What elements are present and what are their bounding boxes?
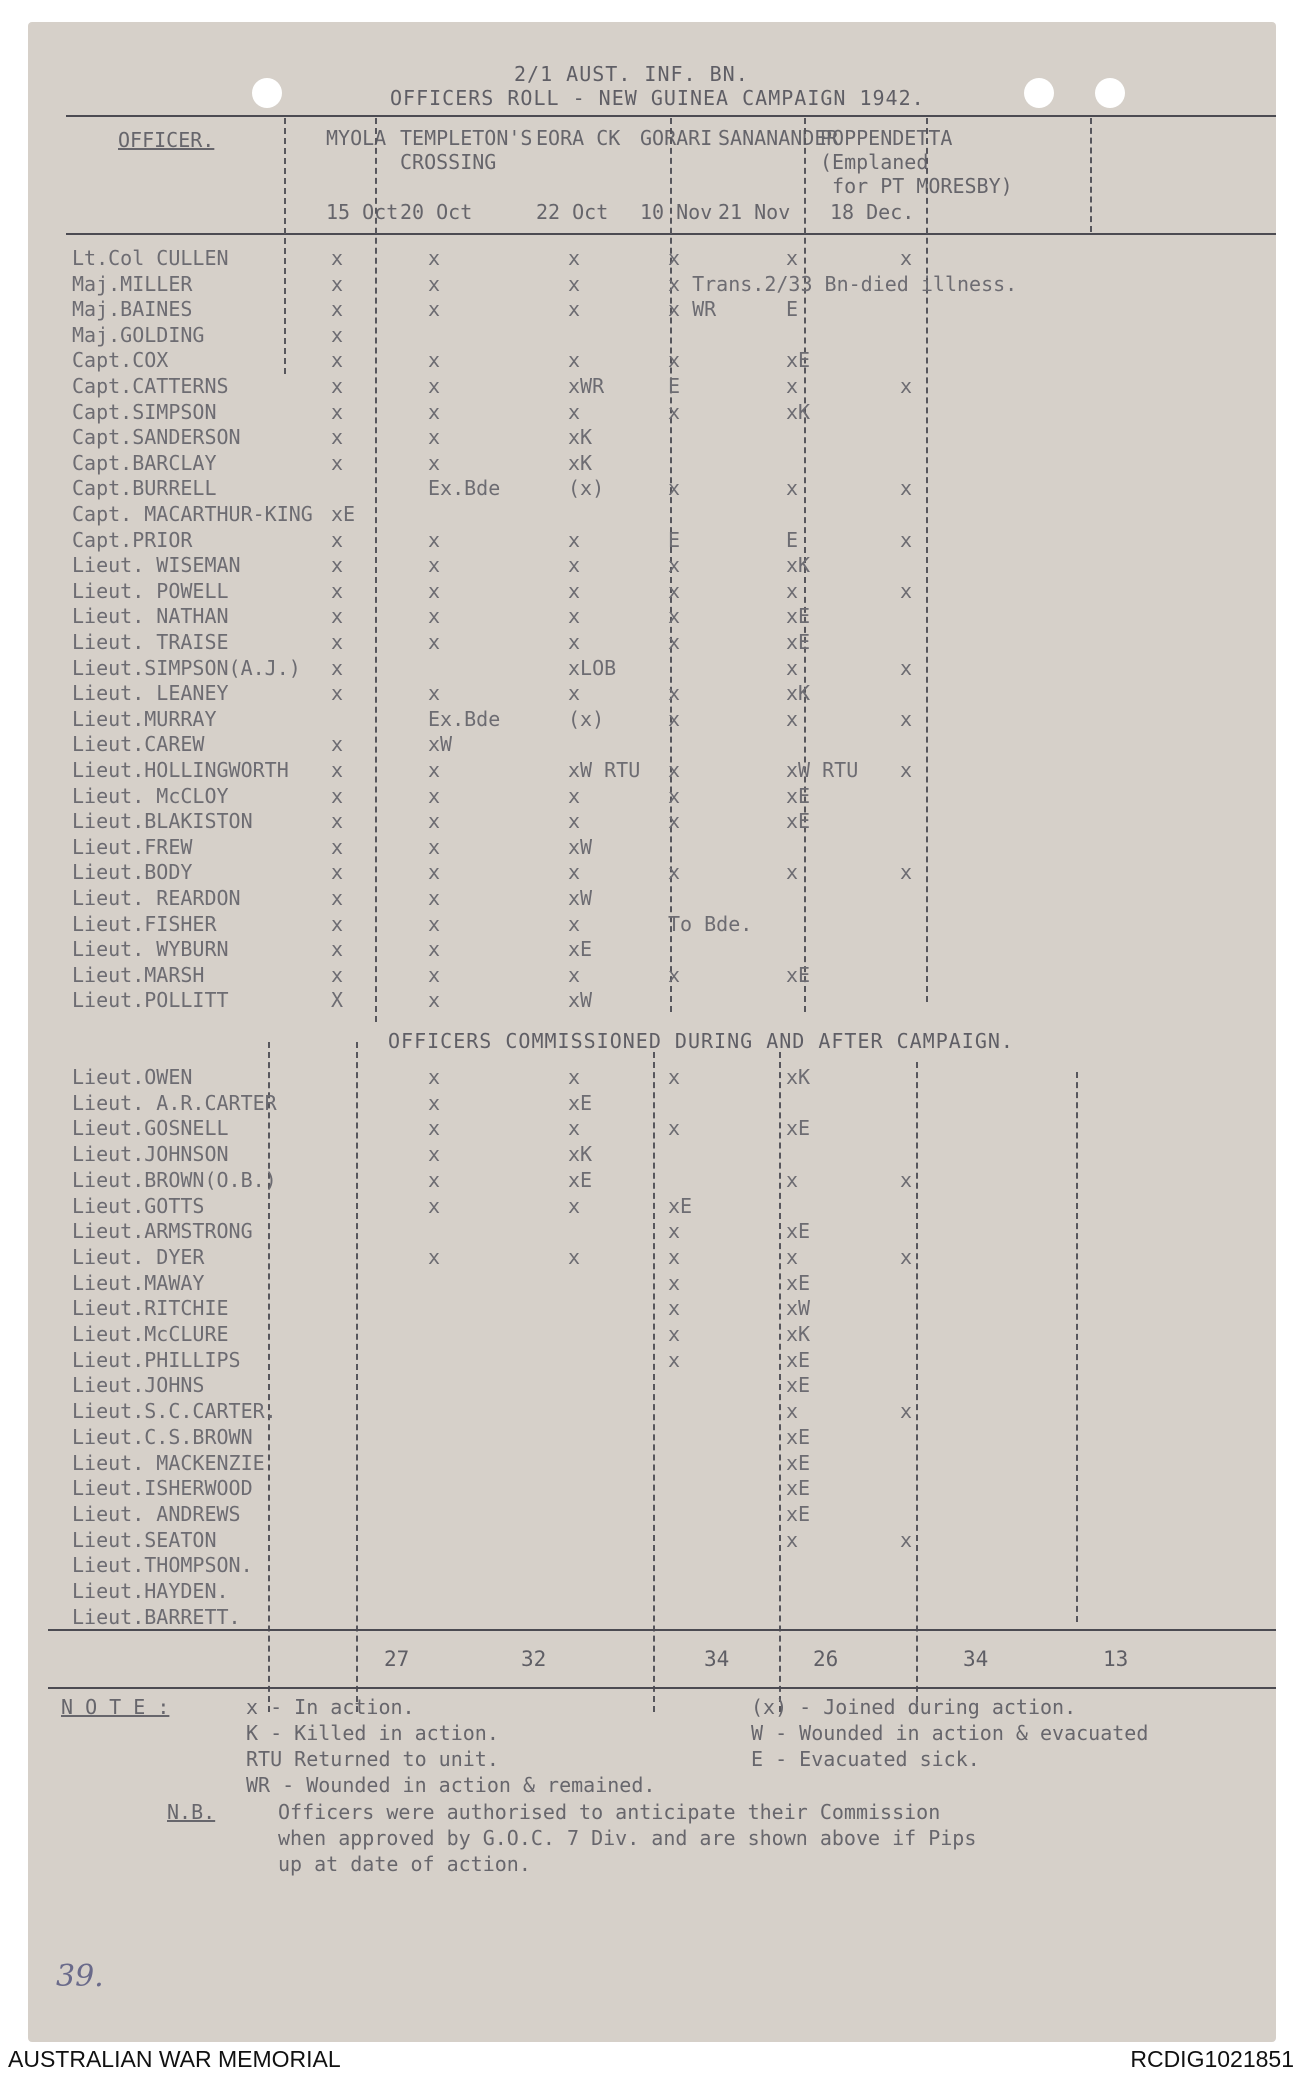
officer-name: Capt.PRIOR xyxy=(72,527,193,552)
status-cell: x xyxy=(428,860,441,885)
status-cell: To Bde. xyxy=(668,911,753,936)
officer-name: Lieut.CAREW xyxy=(72,732,205,757)
status-cell: xE xyxy=(568,1167,593,1192)
status-cell: x xyxy=(786,1527,799,1552)
status-cell: x xyxy=(568,348,581,373)
status-cell: x xyxy=(668,783,681,808)
status-cell: x xyxy=(428,937,441,962)
status-cell: x xyxy=(331,809,344,834)
officer-name: Lieut.MAWAY xyxy=(72,1270,205,1295)
status-cell: x xyxy=(568,962,581,987)
status-cell: x xyxy=(786,246,799,270)
page-number: 39. xyxy=(56,1959,104,1994)
status-cell: xW RTU xyxy=(786,758,859,782)
column-divider xyxy=(375,118,377,1022)
status-cell: x xyxy=(900,374,913,398)
status-cell: x xyxy=(786,1167,799,1192)
status-cell: xK xyxy=(568,425,593,450)
status-cell: x xyxy=(428,297,441,322)
status-cell: x xyxy=(428,1116,441,1141)
officer-name: Lieut.MURRAY xyxy=(72,706,217,731)
status-cell: x xyxy=(428,553,441,578)
status-cell: x xyxy=(900,1399,913,1424)
status-cell: x xyxy=(331,732,344,757)
officer-name: Lieut.FREW xyxy=(72,834,193,859)
column-divider xyxy=(1076,1072,1078,1622)
status-cell: x xyxy=(428,962,441,987)
status-cell: x xyxy=(668,860,681,885)
status-cell: x WR xyxy=(668,297,717,322)
status-cell: xK xyxy=(568,450,593,475)
document-page xyxy=(28,22,1276,2042)
status-cell: xW xyxy=(568,988,593,1013)
officer-name: Lieut. WYBURN xyxy=(72,937,229,962)
column-divider xyxy=(284,118,286,374)
status-cell: xE xyxy=(786,809,811,834)
legend-item: W - Wounded in action & evacuated xyxy=(751,1721,1149,1745)
column-header-label: EORA CK xyxy=(536,126,621,150)
status-cell: x xyxy=(900,1244,913,1269)
status-cell: xLOB xyxy=(568,655,617,680)
officer-name: Capt.BURRELL xyxy=(72,476,217,501)
status-cell: x xyxy=(900,476,913,501)
status-cell: x xyxy=(568,1193,581,1218)
status-cell: x xyxy=(428,809,441,834)
officer-name: Lieut.THOMPSON. xyxy=(72,1553,253,1578)
column-header-label: POPPENDETTA (Emplaned for PT MORESBY) xyxy=(820,126,1013,198)
status-cell: x xyxy=(428,425,441,450)
column-header-label: TEMPLETON'S CROSSING xyxy=(400,126,533,174)
officer-name: Lieut. TRAISE xyxy=(72,630,229,654)
status-cell: x xyxy=(900,655,913,680)
status-cell: xE xyxy=(786,630,811,654)
legend-item: RTU Returned to unit. xyxy=(246,1747,499,1771)
status-cell: x xyxy=(668,1219,681,1244)
status-cell: x xyxy=(428,399,441,424)
officer-name: Lieut.BARRETT. xyxy=(72,1604,241,1629)
column-divider xyxy=(916,1062,918,1712)
status-cell: x xyxy=(331,937,344,962)
status-cell: x xyxy=(668,1244,681,1269)
status-cell: x xyxy=(331,911,344,936)
status-cell: x xyxy=(900,246,913,270)
punch-hole xyxy=(1095,78,1125,108)
status-cell: x Trans.2/33 Bn-died illness. xyxy=(668,271,1018,296)
status-cell: xK xyxy=(786,1065,811,1089)
status-cell: x xyxy=(331,604,344,629)
status-cell: x xyxy=(428,450,441,475)
status-cell: x xyxy=(568,271,581,296)
status-cell: x xyxy=(668,809,681,834)
officer-name: Lieut. WISEMAN xyxy=(72,553,241,578)
officer-name: Lieut. LEANEY xyxy=(72,681,229,706)
status-cell: x xyxy=(568,809,581,834)
status-cell: x xyxy=(568,630,581,654)
status-cell: x xyxy=(428,911,441,936)
column-header-date: 22 Oct xyxy=(536,200,609,224)
status-cell: xE xyxy=(331,502,356,526)
punch-hole xyxy=(252,78,282,108)
header-top-rule xyxy=(66,115,1276,117)
nb-label: N.B. xyxy=(167,1800,216,1824)
officer-name: Lieut.GOSNELL xyxy=(72,1116,229,1141)
status-cell: E xyxy=(668,527,681,552)
status-cell: x xyxy=(428,758,441,782)
officer-name: Lieut.RITCHIE xyxy=(72,1296,229,1321)
status-cell: x xyxy=(568,399,581,424)
officer-name: Maj.BAINES xyxy=(72,297,193,322)
totals-top-rule xyxy=(48,1629,1276,1631)
status-cell: x xyxy=(786,578,799,603)
status-cell: x xyxy=(331,450,344,475)
status-cell: x xyxy=(900,860,913,885)
column-header-label: GORARI xyxy=(640,126,713,150)
document-title-line1: 2/1 AUST. INF. BN. xyxy=(514,62,749,86)
officer-name: Capt.SIMPSON xyxy=(72,399,217,424)
status-cell: xW xyxy=(428,732,453,757)
status-cell: x xyxy=(331,399,344,424)
officer-name: Lieut.ARMSTRONG xyxy=(72,1219,253,1244)
officer-name: Maj.MILLER xyxy=(72,271,193,296)
status-cell: x xyxy=(428,527,441,552)
column-header-date: 10 Nov xyxy=(640,200,713,224)
status-cell: xE xyxy=(786,604,811,629)
officer-name: Lieut.C.S.BROWN xyxy=(72,1424,253,1449)
officer-name: Lieut. DYER xyxy=(72,1244,205,1269)
status-cell: x xyxy=(568,553,581,578)
status-cell: x xyxy=(668,476,681,501)
officer-name: Lieut. POWELL xyxy=(72,578,229,603)
status-cell: x xyxy=(668,1116,681,1141)
status-cell: x xyxy=(668,1065,681,1089)
column-header-date: 15 Oct xyxy=(326,200,399,224)
status-cell: x xyxy=(786,1399,799,1424)
status-cell: x xyxy=(668,758,681,782)
totals-bottom-rule xyxy=(48,1687,1276,1689)
status-cell: xK xyxy=(786,553,811,578)
status-cell: E xyxy=(786,527,799,552)
officer-name: Maj.GOLDING xyxy=(72,322,205,347)
status-cell: xE xyxy=(786,1450,811,1475)
legend-item: x - In action. xyxy=(246,1695,415,1719)
officer-name: Lieut. NATHAN xyxy=(72,604,229,629)
status-cell: x xyxy=(668,1270,681,1295)
status-cell: x xyxy=(568,911,581,936)
column-total: 26 xyxy=(813,1647,839,1671)
status-cell: x xyxy=(786,1244,799,1269)
status-cell: xE xyxy=(786,783,811,808)
officer-name: Lieut.BODY xyxy=(72,860,193,885)
column-header-label: MYOLA xyxy=(326,126,387,150)
status-cell: xE xyxy=(786,1347,811,1372)
status-cell: x xyxy=(331,834,344,859)
officer-name: Capt.COX xyxy=(72,348,169,373)
status-cell: x xyxy=(900,706,913,731)
status-cell: x xyxy=(428,604,441,629)
status-cell: xW RTU xyxy=(568,758,641,782)
status-cell: x xyxy=(428,1193,441,1218)
status-cell: x xyxy=(900,527,913,552)
officer-name: Lieut.POLLITT xyxy=(72,988,229,1013)
officer-name: Lieut.GOTTS xyxy=(72,1193,205,1218)
column-header-date: 18 Dec. xyxy=(830,200,915,224)
officer-name: Capt.BARCLAY xyxy=(72,450,217,475)
status-cell: E xyxy=(668,374,681,398)
status-cell: x xyxy=(428,1142,441,1167)
status-cell: (x) xyxy=(568,476,605,501)
status-cell: x xyxy=(786,655,799,680)
status-cell: x xyxy=(428,1090,441,1115)
status-cell: x xyxy=(568,1065,581,1089)
status-cell: Ex.Bde xyxy=(428,476,501,501)
note-heading: N O T E : xyxy=(61,1695,170,1719)
status-cell: x xyxy=(331,578,344,603)
status-cell: xW xyxy=(568,834,593,859)
status-cell: x xyxy=(568,1116,581,1141)
officer-name: Lieut.JOHNSON xyxy=(72,1142,229,1167)
officer-name: Lieut.HAYDEN. xyxy=(72,1579,229,1603)
status-cell: xE xyxy=(786,348,811,373)
status-cell: x xyxy=(786,706,799,731)
status-cell: x xyxy=(900,578,913,603)
officer-name: Lieut. REARDON xyxy=(72,886,241,910)
officer-name: Lieut.OWEN xyxy=(72,1065,193,1089)
officer-name: Lieut. ANDREWS xyxy=(72,1501,241,1526)
status-cell: x xyxy=(428,246,441,270)
column-divider xyxy=(268,1042,270,1712)
column-divider xyxy=(779,1052,781,1712)
status-cell: x xyxy=(668,399,681,424)
officer-name: Lieut.PHILLIPS xyxy=(72,1347,241,1372)
officer-name: Lieut.S.C.CARTER. xyxy=(72,1399,277,1424)
status-cell: x xyxy=(568,604,581,629)
status-cell: x xyxy=(668,348,681,373)
status-cell: x xyxy=(331,681,344,706)
status-cell: xW xyxy=(786,1296,811,1321)
section-heading-commissioned: OFFICERS COMMISSIONED DURING AND AFTER CAMPAIGN. xyxy=(388,1029,1014,1053)
status-cell: x xyxy=(331,297,344,322)
status-cell: x xyxy=(331,374,344,398)
status-cell: x xyxy=(428,681,441,706)
status-cell: xE xyxy=(786,1424,811,1449)
status-cell: x xyxy=(428,630,441,654)
officer-name: Capt. MACARTHUR-KING xyxy=(72,502,313,526)
status-cell: X xyxy=(331,988,344,1013)
status-cell: xE xyxy=(668,1193,693,1218)
status-cell: x xyxy=(568,297,581,322)
status-cell: xK xyxy=(786,681,811,706)
status-cell: x xyxy=(331,553,344,578)
status-cell: x xyxy=(568,527,581,552)
status-cell: x xyxy=(428,1065,441,1089)
officer-name: Lieut.BLAKISTON xyxy=(72,809,253,834)
status-cell: x xyxy=(331,322,344,347)
status-cell: x xyxy=(900,1527,913,1552)
officer-name: Lieut.FISHER xyxy=(72,911,217,936)
status-cell: x xyxy=(668,1322,681,1346)
officer-name: Lieut. A.R.CARTER xyxy=(72,1090,277,1115)
status-cell: xE xyxy=(786,962,811,987)
status-cell: xE xyxy=(786,1270,811,1295)
status-cell: x xyxy=(568,783,581,808)
column-total: 27 xyxy=(384,1647,410,1671)
status-cell: x xyxy=(331,271,344,296)
column-total: 34 xyxy=(963,1647,989,1671)
status-cell: x xyxy=(668,630,681,654)
status-cell: x xyxy=(900,1167,913,1192)
status-cell: x xyxy=(568,246,581,270)
status-cell: (x) xyxy=(568,706,605,731)
status-cell: x xyxy=(331,425,344,450)
nb-line: up at date of action. xyxy=(278,1852,531,1876)
status-cell: x xyxy=(331,860,344,885)
column-header-date: 21 Nov xyxy=(718,200,791,224)
status-cell: E xyxy=(786,297,799,322)
status-cell: x xyxy=(331,886,344,910)
status-cell: xE xyxy=(786,1116,811,1141)
officer-name: Lieut.McCLURE xyxy=(72,1322,229,1346)
officer-name: Lieut.ISHERWOOD xyxy=(72,1476,253,1501)
status-cell: x xyxy=(428,348,441,373)
officer-name: Capt.SANDERSON xyxy=(72,425,241,450)
column-divider xyxy=(356,1042,358,1712)
status-cell: x xyxy=(331,655,344,680)
status-cell: x xyxy=(331,527,344,552)
column-total: 13 xyxy=(1103,1647,1129,1671)
officer-name: Lieut. MACKENZIE xyxy=(72,1450,265,1475)
status-cell: x xyxy=(331,246,344,270)
status-cell: x xyxy=(428,578,441,603)
status-cell: x xyxy=(668,1296,681,1321)
officer-name: Capt.CATTERNS xyxy=(72,374,229,398)
legend-item: (x) - Joined during action. xyxy=(751,1695,1077,1719)
status-cell: x xyxy=(568,860,581,885)
column-total: 32 xyxy=(521,1647,547,1671)
officer-name: Lieut.SIMPSON(A.J.) xyxy=(72,655,301,680)
status-cell: x xyxy=(428,834,441,859)
status-cell: xE xyxy=(786,1501,811,1526)
document-title-line2: OFFICERS ROLL - NEW GUINEA CAMPAIGN 1942. xyxy=(390,86,925,110)
column-header-label: SANANANDER xyxy=(718,126,839,150)
punch-hole xyxy=(1024,78,1054,108)
status-cell: x xyxy=(428,988,441,1013)
status-cell: xK xyxy=(786,399,811,424)
column-header-date: 20 Oct xyxy=(400,200,473,224)
column-header-officer: OFFICER. xyxy=(118,128,215,152)
status-cell: x xyxy=(668,962,681,987)
column-divider xyxy=(653,1052,655,1712)
column-total: 34 xyxy=(704,1647,730,1671)
status-cell: x xyxy=(568,1244,581,1269)
status-cell: xE xyxy=(568,937,593,962)
status-cell: x xyxy=(331,758,344,782)
status-cell: xE xyxy=(568,1090,593,1115)
status-cell: x xyxy=(668,246,681,270)
status-cell: x xyxy=(668,681,681,706)
status-cell: x xyxy=(428,1167,441,1192)
status-cell: x xyxy=(331,348,344,373)
status-cell: x xyxy=(428,886,441,910)
status-cell: x xyxy=(428,271,441,296)
officer-name: Lieut.BROWN(O.B.) xyxy=(72,1167,277,1192)
officer-name: Lt.Col CULLEN xyxy=(72,246,229,270)
officer-name: Lieut. McCLOY xyxy=(72,783,229,808)
status-cell: x xyxy=(331,630,344,654)
status-cell: x xyxy=(668,553,681,578)
legend-item: K - Killed in action. xyxy=(246,1721,499,1745)
status-cell: x xyxy=(668,706,681,731)
status-cell: x xyxy=(668,1347,681,1372)
nb-line: when approved by G.O.C. 7 Div. and are shown above if Pips xyxy=(278,1826,977,1850)
legend-item: WR - Wounded in action & remained. xyxy=(246,1773,656,1797)
officer-name: Lieut.JOHNS xyxy=(72,1373,205,1398)
status-cell: xWR xyxy=(568,374,605,398)
status-cell: xE xyxy=(786,1476,811,1501)
status-cell: x xyxy=(668,604,681,629)
status-cell: x xyxy=(786,476,799,501)
status-cell: x xyxy=(786,860,799,885)
status-cell: x xyxy=(568,681,581,706)
status-cell: x xyxy=(428,374,441,398)
officer-name: Lieut.MARSH xyxy=(72,962,205,987)
status-cell: x xyxy=(900,758,913,782)
status-cell: x xyxy=(568,578,581,603)
footer-institution: AUSTRALIAN WAR MEMORIAL xyxy=(8,2046,341,2072)
status-cell: xW xyxy=(568,886,593,910)
legend-item: E - Evacuated sick. xyxy=(751,1747,980,1771)
status-cell: x xyxy=(668,578,681,603)
status-cell: xK xyxy=(568,1142,593,1167)
status-cell: x xyxy=(428,783,441,808)
officer-name: Lieut.SEATON xyxy=(72,1527,217,1552)
status-cell: x xyxy=(786,374,799,398)
column-divider xyxy=(1090,118,1092,232)
footer-record-id: RCDIG1021851 xyxy=(1130,2046,1294,2072)
status-cell: xE xyxy=(786,1219,811,1244)
status-cell: x xyxy=(331,962,344,987)
status-cell: Ex.Bde xyxy=(428,706,501,731)
status-cell: x xyxy=(428,1244,441,1269)
nb-line: Officers were authorised to anticipate their Commission xyxy=(278,1800,941,1824)
status-cell: xE xyxy=(786,1373,811,1398)
status-cell: x xyxy=(331,783,344,808)
column-divider xyxy=(926,118,928,1002)
status-cell: xK xyxy=(786,1322,811,1346)
officer-name: Lieut.HOLLINGWORTH xyxy=(72,758,289,782)
